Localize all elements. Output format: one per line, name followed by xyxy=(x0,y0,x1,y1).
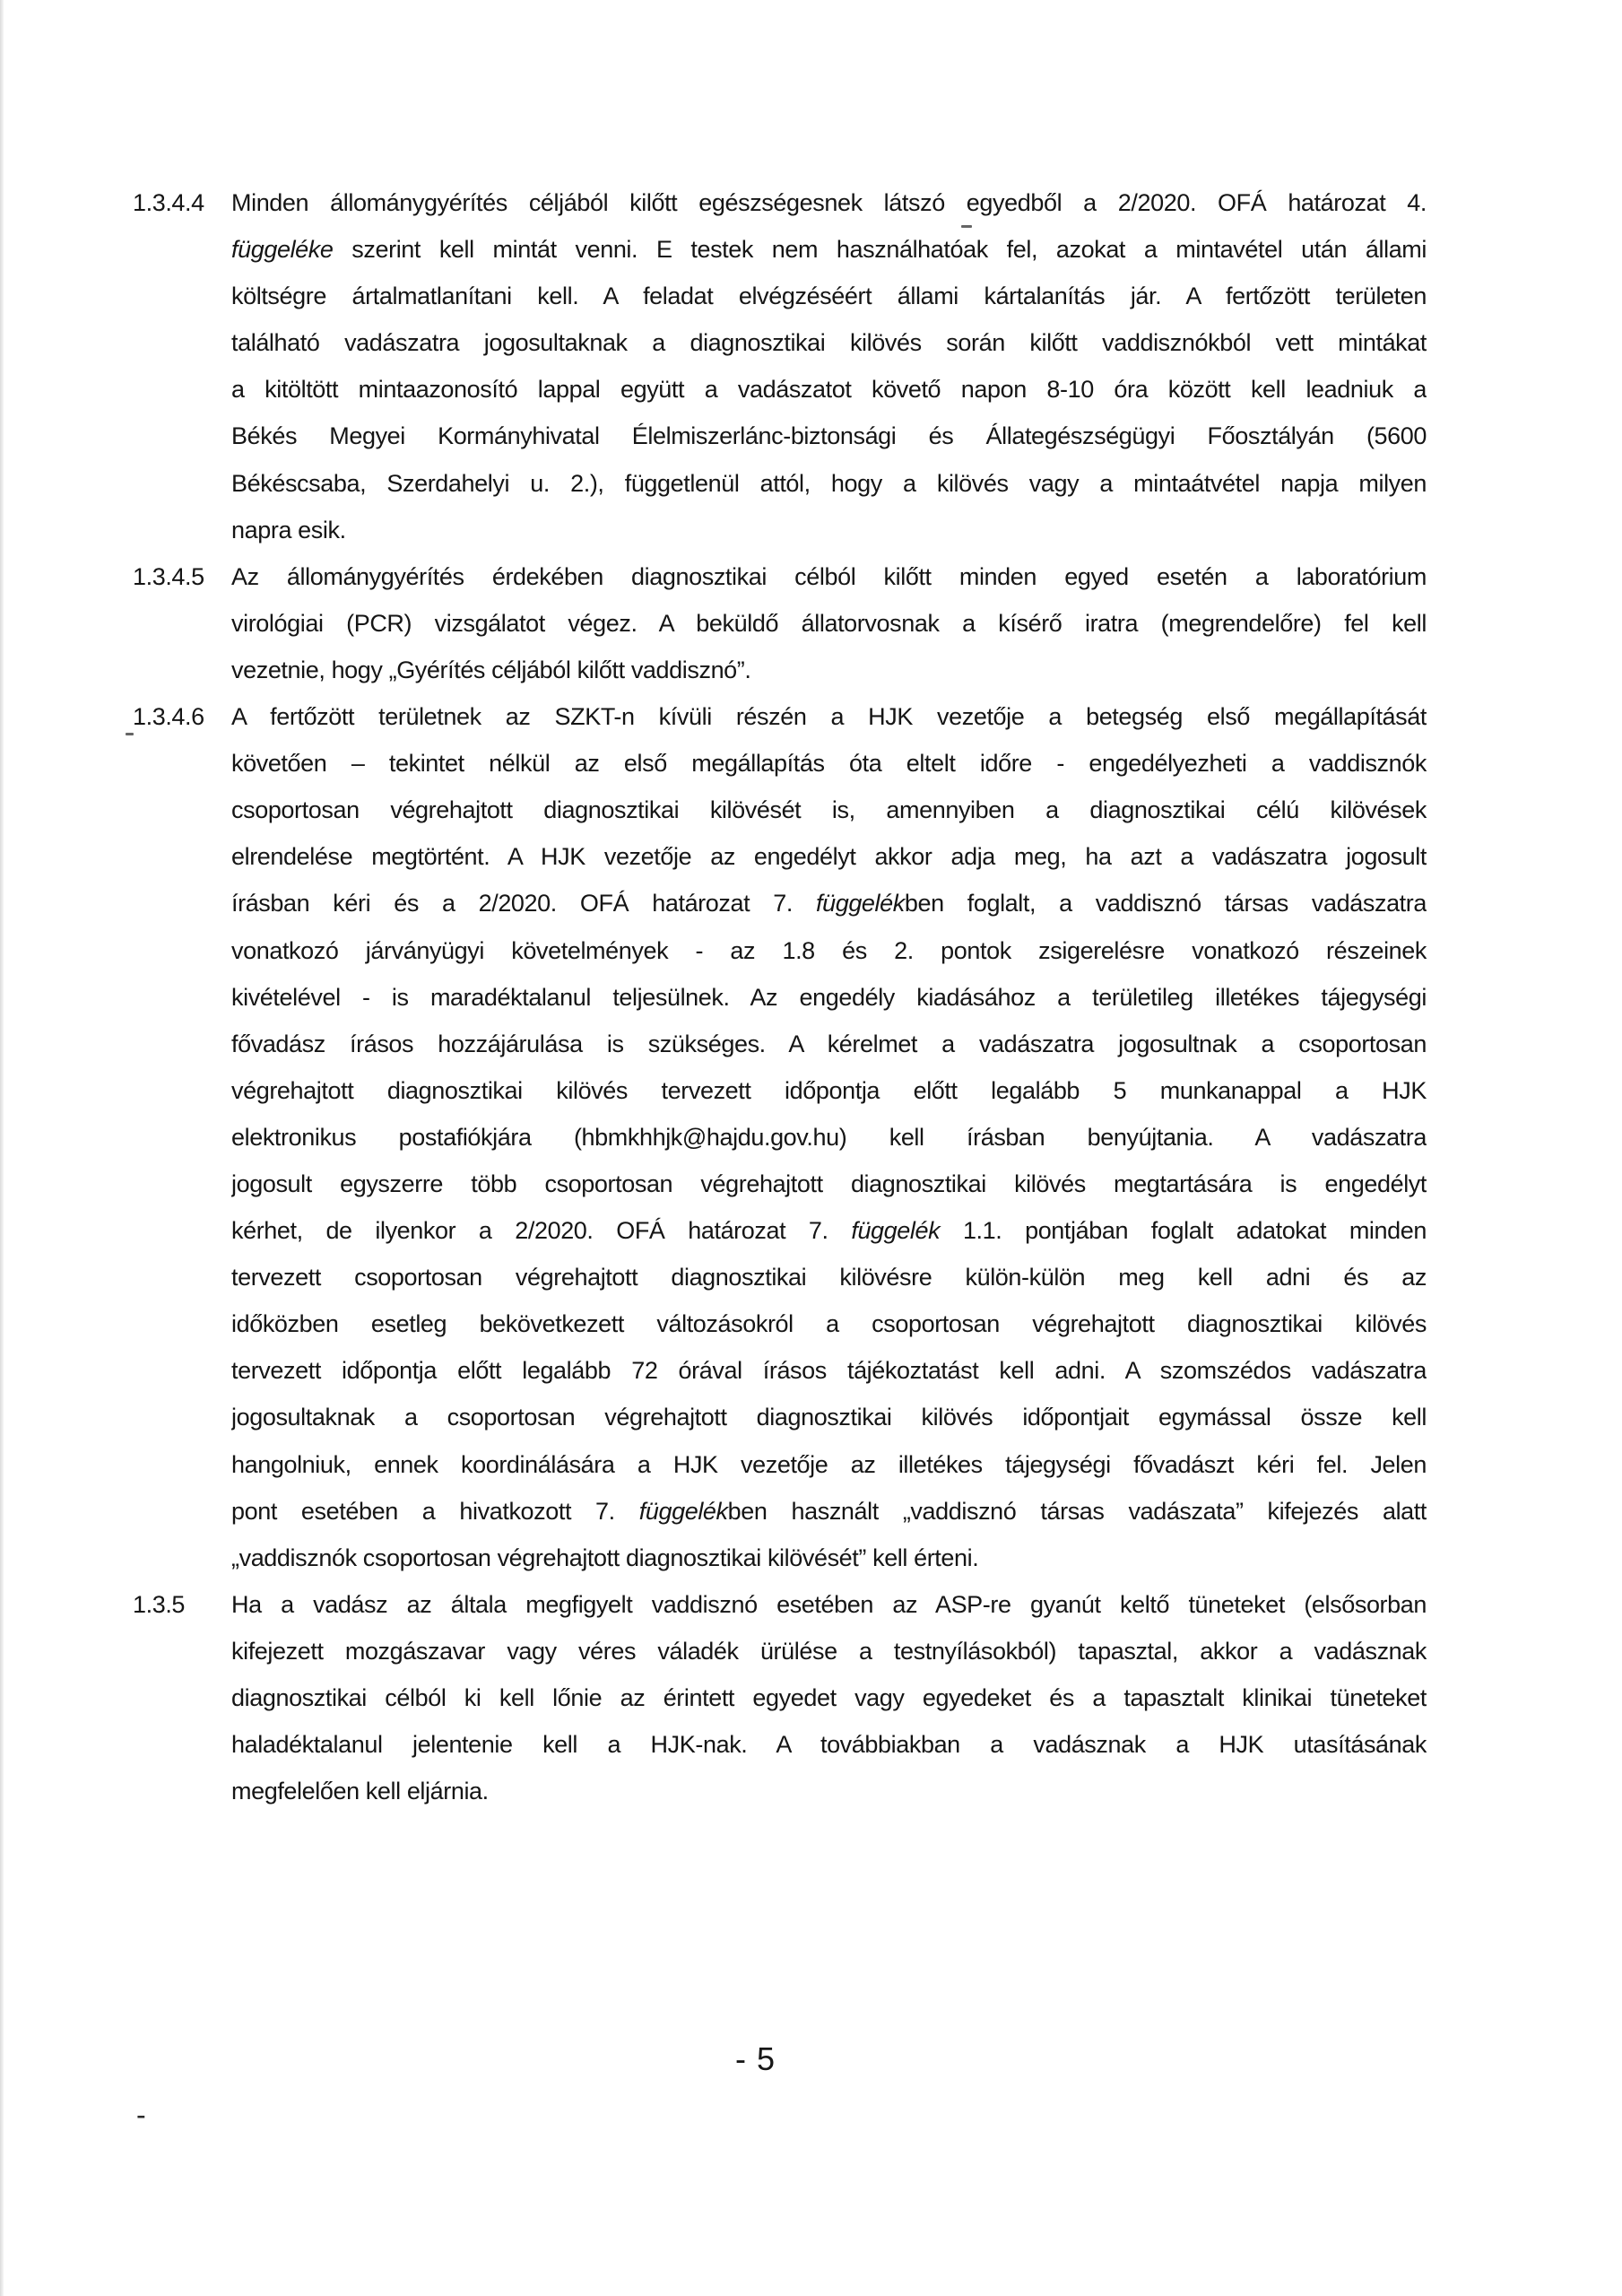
text-run: jogosult egyszerre több csoportosan végrehajtott diagnosztikai kilövés megtartására is engedélyt xyxy=(231,1170,1427,1197)
text-line xyxy=(231,927,1427,974)
text-line xyxy=(231,460,1427,507)
text-run: csoportosan végrehajtott diagnosztikai kilövését is, amennyiben a diagnosztikai célú kilövések xyxy=(231,796,1427,824)
text-line xyxy=(231,273,1427,319)
text-run: vonatkozó járványügyi követelmények - az 1.8 és 2. pontok zsigerelésre vonatkozó részeinek xyxy=(231,936,1427,964)
text-line xyxy=(231,553,1427,600)
text-run: kifejezett mozgászavar vagy véres váladék ürülése a testnyílásokból) tapasztal, akkor a vadásznak xyxy=(231,1637,1427,1665)
text-line xyxy=(231,1768,1427,1814)
text-run: Békés Megyei Kormányhivatal Élelmiszerlánc-biztonsági és Állategészségügyi Főosztályán (5600 xyxy=(231,422,1427,450)
text-run: virológiai (PCR) vizsgálatot végez. A beküldő állatorvosnak a kísérő iratra (megrendelőre) fel kell xyxy=(231,609,1427,637)
paragraph-lines xyxy=(231,179,1427,553)
scan-edge-line xyxy=(0,0,4,2296)
text-run: elektronikus postafiókjára (hbmkhhjk@hajdu.gov.hu) kell írásban benyújtania. A vadászatra xyxy=(231,1123,1427,1151)
text-run: diagnosztikai célból ki kell lőnie az érintett egyedet vagy egyedeket és a tapasztalt klinikai tüneteket xyxy=(231,1684,1427,1711)
page-number: - 5 xyxy=(735,2040,776,2077)
text-line xyxy=(231,1628,1427,1674)
paragraph-number: 1.3.4.5 xyxy=(133,562,204,590)
text-line xyxy=(231,1067,1427,1114)
text-line xyxy=(231,880,1427,926)
text-line xyxy=(231,600,1427,647)
text-run: a kitöltött mintaazonosító lappal együtt a vadászatot követő napon 8-10 óra között kell leadniuk a xyxy=(231,376,1427,404)
paragraph-number: 1.3.4.4 xyxy=(133,189,204,216)
paragraphs xyxy=(133,179,1427,1814)
text-line xyxy=(231,1254,1427,1300)
paragraph xyxy=(133,179,1427,553)
text-run: található vadászatra jogosultaknak a diagnosztikai kilövés során kilőtt vaddisznókból vett mintákat xyxy=(231,329,1427,357)
text-line xyxy=(231,319,1427,366)
text-line xyxy=(231,413,1427,459)
paragraph-lines xyxy=(231,553,1427,693)
paragraph-lines xyxy=(231,693,1427,1581)
text-run: hangolniuk, ennek koordinálására a HJK vezetője az illetékes tájegységi fővadászt kéri fel. Jelen xyxy=(231,1450,1427,1478)
text-line xyxy=(231,1488,1427,1535)
text-line xyxy=(231,1394,1427,1440)
text-run: követően – tekintet nélkül az első megállapítás óta eltelt időre - engedélyezheti a vaddisznók xyxy=(231,750,1427,778)
text-line xyxy=(231,1581,1427,1628)
text-run: tervezett csoportosan végrehajtott diagnosztikai kilövésre külön-külön meg kell adni és az xyxy=(231,1264,1427,1292)
text-line xyxy=(231,833,1427,880)
text-run: ben foglalt, a vaddisznó társas vadászatra xyxy=(904,890,1427,918)
text-line xyxy=(231,1300,1427,1347)
stray-dash-mark: - xyxy=(136,2099,146,2131)
document-body xyxy=(133,179,1427,1814)
paragraph xyxy=(133,1581,1427,1814)
text-line xyxy=(231,1347,1427,1394)
text-run: 1.1. pontjában foglalt adatokat minden xyxy=(940,1217,1427,1245)
text-run: jogosultaknak a csoportosan végrehajtott diagnosztikai kilövés időpontjait egymással össze kell xyxy=(231,1404,1427,1431)
text-run: „vaddisznók csoportosan végrehajtott diagnosztikai kilövését” kell érteni. xyxy=(231,1544,979,1571)
text-line xyxy=(231,787,1427,833)
text-line xyxy=(231,1674,1427,1721)
text-run: pont esetében a hivatkozott 7. xyxy=(231,1497,639,1525)
text-line xyxy=(231,366,1427,413)
text-line xyxy=(231,693,1427,740)
text-line xyxy=(231,1161,1427,1207)
text-run: A fertőzött területnek az SZKT-n kívüli részén a HJK vezetője a betegség első megállapítását xyxy=(231,703,1427,731)
text-run: költségre ártalmatlanítani kell. A feladat elvégzéséért állami kártalanítás jár. A fertőzött területen xyxy=(231,283,1427,310)
paragraph-lines xyxy=(231,1581,1427,1814)
text-line xyxy=(231,1535,1427,1581)
italic-text-run: függelék xyxy=(638,1497,728,1525)
text-run: szerint kell mintát venni. E testek nem használhatóak fel, azokat a mintavétel után állami xyxy=(333,236,1427,264)
italic-text-run: függeléke xyxy=(231,236,334,264)
italic-text-run: függelék xyxy=(815,890,905,918)
text-run: napra esik. xyxy=(231,516,346,544)
paragraph-number: 1.3.4.6 xyxy=(133,703,204,731)
text-run: ben használt „vaddisznó társas vadászata” kifejezés alatt xyxy=(727,1497,1427,1525)
text-line xyxy=(231,1207,1427,1254)
paragraph xyxy=(133,693,1427,1581)
text-run: vezetnie, hogy „Gyérítés céljából kilőtt vaddisznó”. xyxy=(231,656,751,683)
text-run: időközben esetleg bekövetkezett változásokról a csoportosan végrehajtott diagnosztikai kilövés xyxy=(231,1310,1427,1338)
text-run: kérhet, de ilyenkor a 2/2020. OFÁ határozat 7. xyxy=(231,1217,852,1245)
text-run: tervezett időpontja előtt legalább 72 órával írásos tájékoztatást kell adni. A szomszédos vadászatra xyxy=(231,1357,1427,1385)
text-run: végrehajtott diagnosztikai kilövés tervezett időpontja előtt legalább 5 munkanappal a HJK xyxy=(231,1076,1427,1104)
text-line xyxy=(231,1021,1427,1067)
text-run: elrendelése megtörtént. A HJK vezetője az engedélyt akkor adja meg, ha azt a vadászatra jogosult xyxy=(231,843,1427,871)
text-run: haladéktalanul jelentenie kell a HJK-nak. A továbbiakban a vadásznak a HJK utasításának xyxy=(231,1731,1427,1759)
text-line xyxy=(231,647,1427,693)
text-line xyxy=(231,507,1427,553)
text-line xyxy=(231,740,1427,787)
text-line xyxy=(231,974,1427,1021)
text-line xyxy=(231,226,1427,273)
text-run: Békéscsaba, Szerdahelyi u. 2.), függetlenül attól, hogy a kilövés vagy a mintaátvétel napja milyen xyxy=(231,469,1427,497)
text-run: kivételével - is maradéktalanul teljesülnek. Az engedély kiadásához a területileg illetékes tájegységi xyxy=(231,983,1427,1011)
text-line xyxy=(231,1114,1427,1161)
text-run: Ha a vadász az általa megfigyelt vaddisznó esetében az ASP-re gyanút keltő tüneteket (elsősorban xyxy=(231,1590,1427,1618)
text-line xyxy=(231,1721,1427,1768)
text-run: írásban kéri és a 2/2020. OFÁ határozat 7. xyxy=(231,890,816,918)
text-run: megfelelően kell eljárnia. xyxy=(231,1778,489,1805)
text-line xyxy=(231,1441,1427,1488)
paragraph xyxy=(133,553,1427,693)
text-run: Az állománygyérítés érdekében diagnosztikai célból kilőtt minden egyed esetén a laboratórium xyxy=(231,562,1427,590)
text-run: Minden állománygyérítés céljából kilőtt egészségesnek látszó egyedből a 2/2020. OFÁ határozat 4. xyxy=(231,189,1427,216)
text-line xyxy=(231,179,1427,226)
paragraph-number: 1.3.5 xyxy=(133,1590,186,1618)
italic-text-run: függelék xyxy=(851,1217,941,1245)
text-run: fővadász írásos hozzájárulása is szükséges. A kérelmet a vadászatra jogosultnak a csoportosan xyxy=(231,1030,1427,1057)
